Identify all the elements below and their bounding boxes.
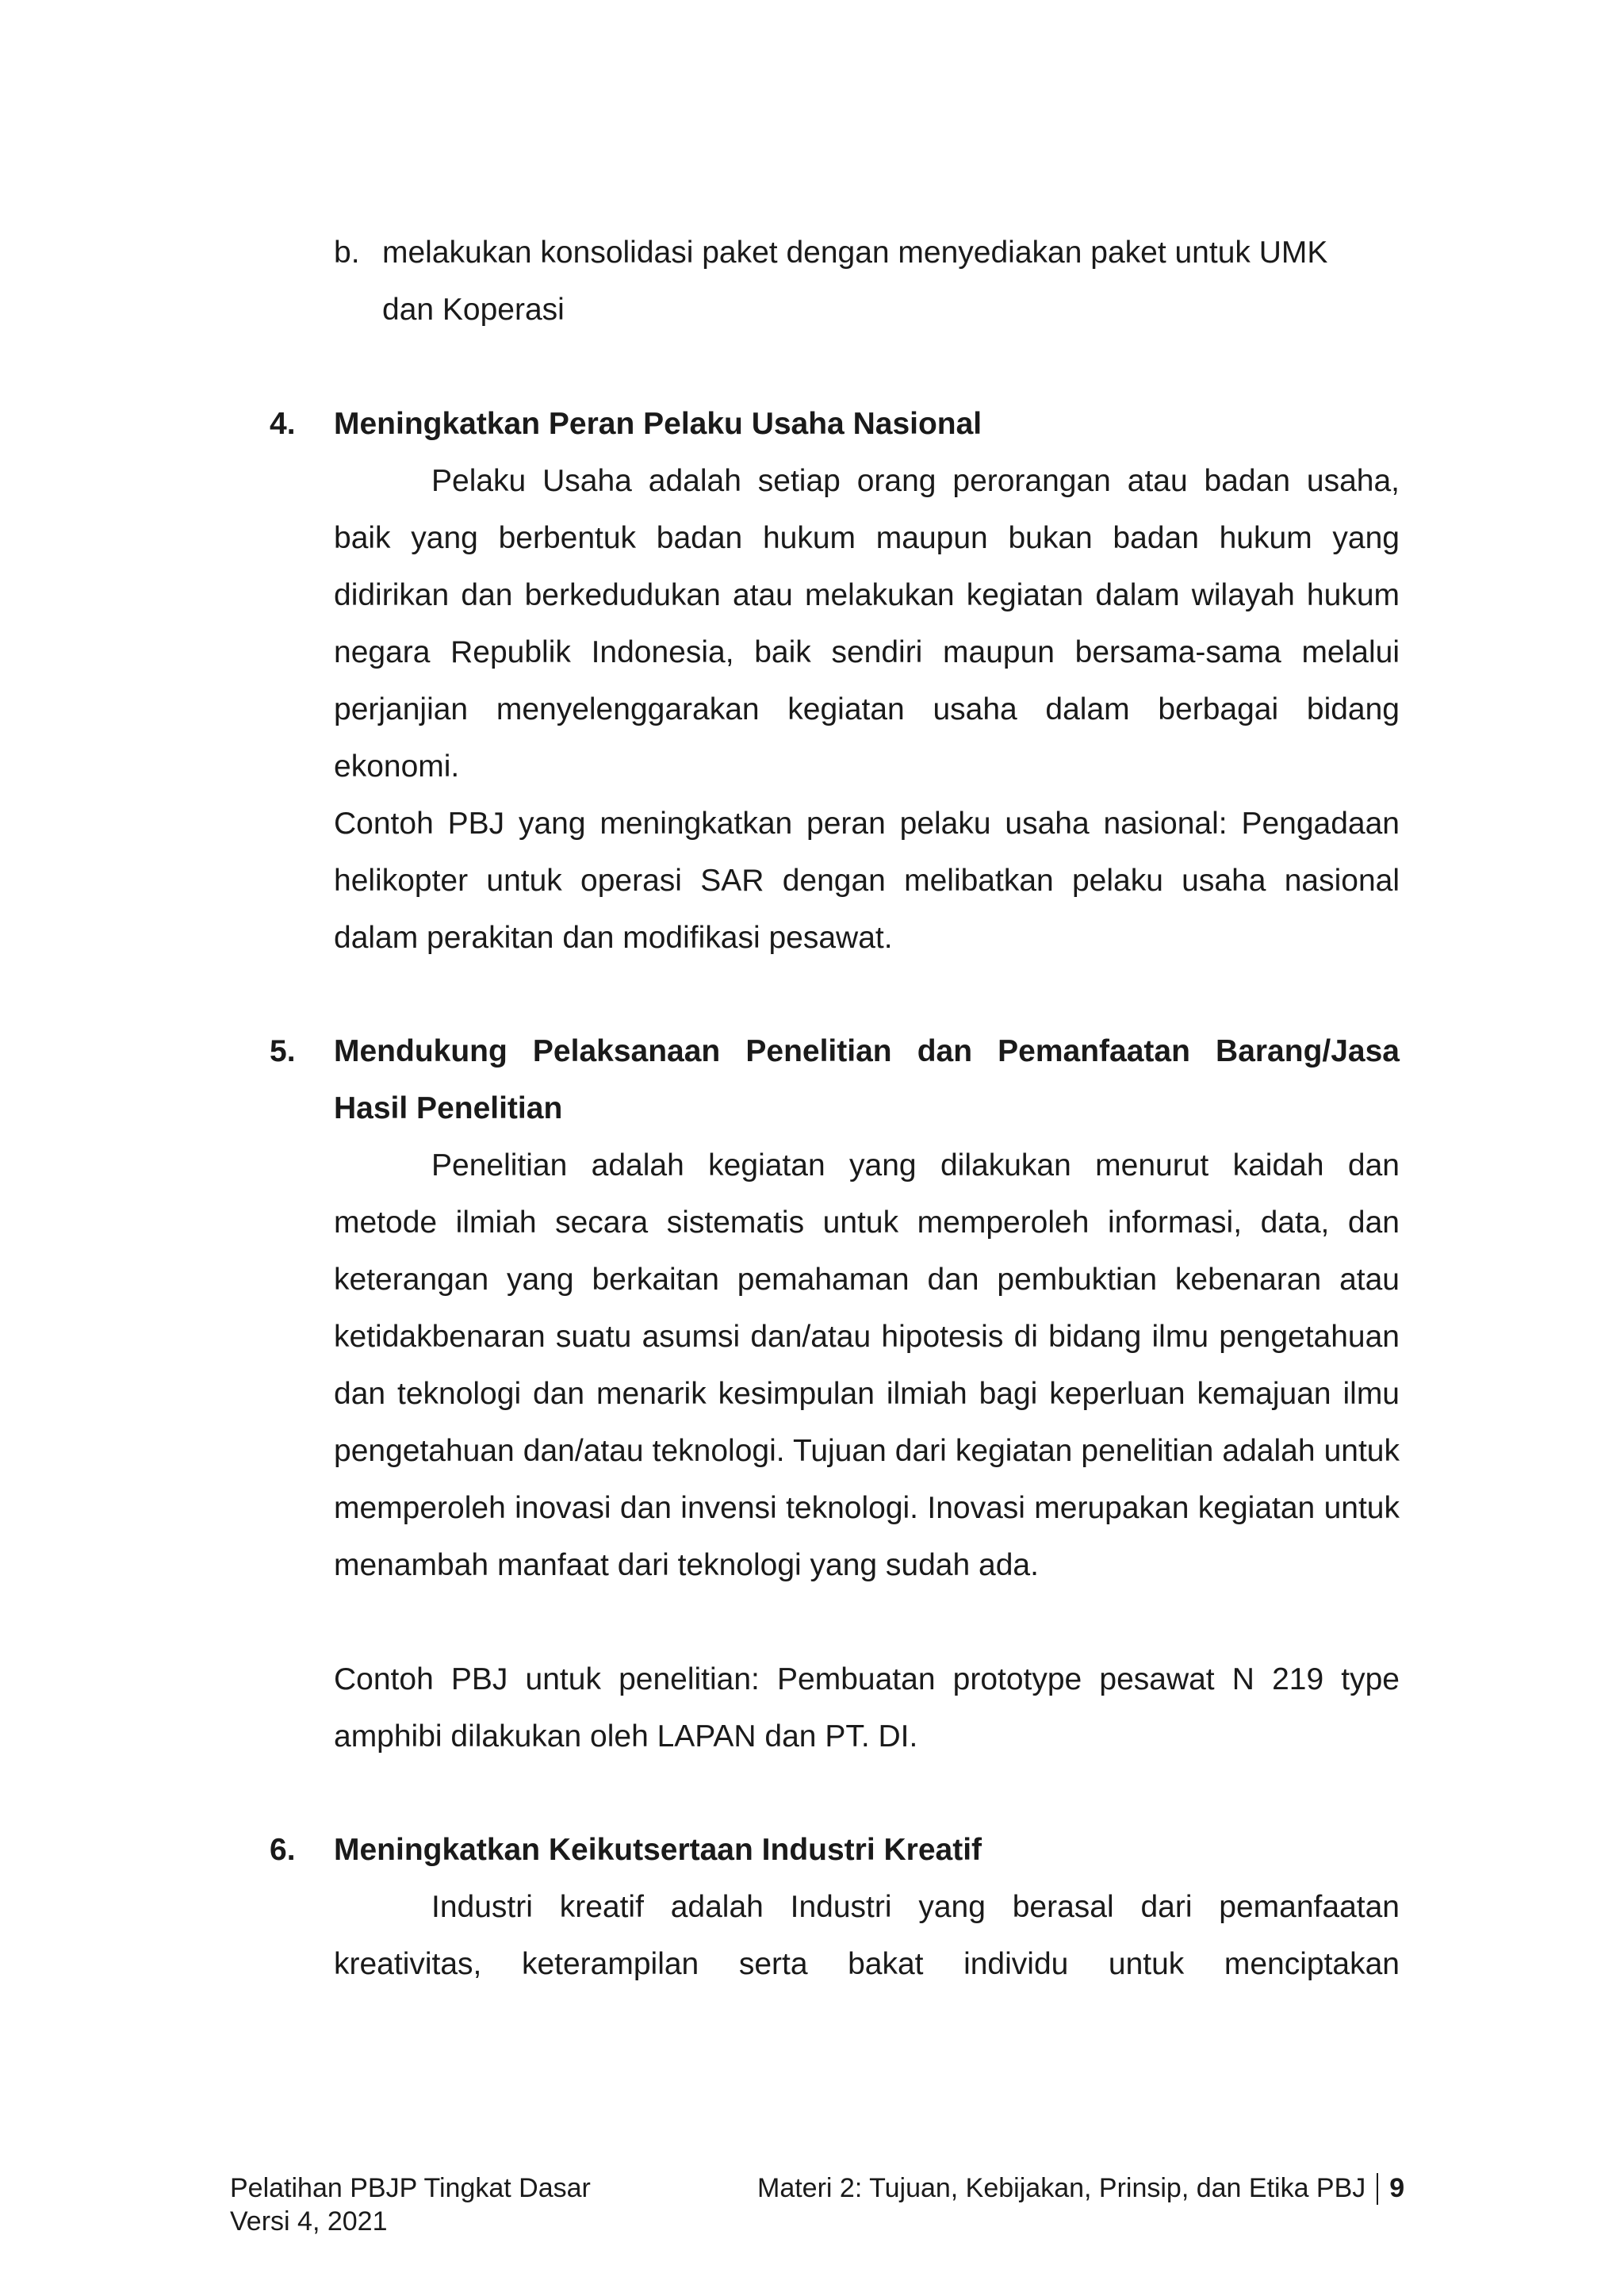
footer-divider xyxy=(1377,2173,1378,2205)
list-item-line: dan Koperasi xyxy=(382,293,565,327)
footer-version: Versi 4, 2021 xyxy=(230,2206,388,2237)
footer-course-title: Pelatihan PBJP Tingkat Dasar xyxy=(230,2173,591,2203)
section-5-paragraph: Penelitian adalah kegiatan yang dilakukan menurut kaidah dan metode ilmiah secara sistematis untuk memperoleh informasi, data, dan keterangan yang berkaitan pemahaman dan pembuktian kebenaran atau ketidakbenaran suatu asumsi dan/atau hipotesis di bidang ilmu pengetahuan dan teknologi dan menarik kesimpulan ilmiah bagi keperluan kemajuan ilmu pengetahuan dan/atau teknologi. Tujuan dari kegiatan penelitian adalah untuk memperoleh inovasi dan invensi teknologi. Inovasi merupakan kegiatan untuk menambah manfaat dari teknologi yang sudah ada. xyxy=(334,1148,1400,1582)
section-6-paragraph: Industri kreatif adalah Industri yang berasal dari pemanfaatan kreativitas, keterampilan serta bakat individu untuk menciptakan xyxy=(334,1890,1400,1981)
section-number: 4. xyxy=(270,407,296,441)
section-title-line: Mendukung Pelaksanaan Penelitian dan Pemanfaatan Barang/Jasa xyxy=(334,1034,1400,1068)
list-item-b xyxy=(334,224,1400,339)
section-heading-6 xyxy=(270,1822,1400,1879)
footer-materi-title: Materi 2: Tujuan, Kebijakan, Prinsip, dan Etika PBJ xyxy=(757,2173,1366,2203)
section-number: 6. xyxy=(270,1833,296,1867)
section-heading-5 xyxy=(270,1023,1400,1137)
section-5-example: Contoh PBJ untuk penelitian: Pembuatan prototype pesawat N 219 type amphibi dilakukan oleh LAPAN dan PT. DI. xyxy=(334,1662,1400,1754)
footer-right xyxy=(757,2171,1415,2205)
section-title: Meningkatkan Keikutsertaan Industri Kreatif xyxy=(334,1833,982,1867)
section-4-example: Contoh PBJ yang meningkatkan peran pelaku usaha nasional: Pengadaan helikopter untuk operasi SAR dengan melibatkan pelaku usaha nasional dalam perakitan dan modifikasi pesawat. xyxy=(334,807,1400,955)
footer-left xyxy=(230,2171,591,2238)
section-4-paragraph: Pelaku Usaha adalah setiap orang perorangan atau badan usaha, baik yang berbentuk badan hukum maupun bukan badan hukum yang didirikan dan berkedudukan atau melakukan kegiatan dalam wilayah hukum negara Republik Indonesia, baik sendiri maupun bersama-sama melalui perjanjian menyelenggarakan kegiatan usaha dalam berbagai bidang ekonomi. xyxy=(334,464,1400,784)
section-title: Meningkatkan Peran Pelaku Usaha Nasional xyxy=(334,407,982,441)
page-number: 9 xyxy=(1389,2173,1405,2203)
list-item-line: melakukan konsolidasi paket dengan menyediakan paket untuk UMK xyxy=(382,236,1328,270)
section-heading-4 xyxy=(270,396,1400,453)
section-title-line: Hasil Penelitian xyxy=(334,1091,563,1125)
list-marker: b. xyxy=(334,236,360,270)
section-number: 5. xyxy=(270,1034,296,1068)
list-item-content xyxy=(382,224,1400,339)
